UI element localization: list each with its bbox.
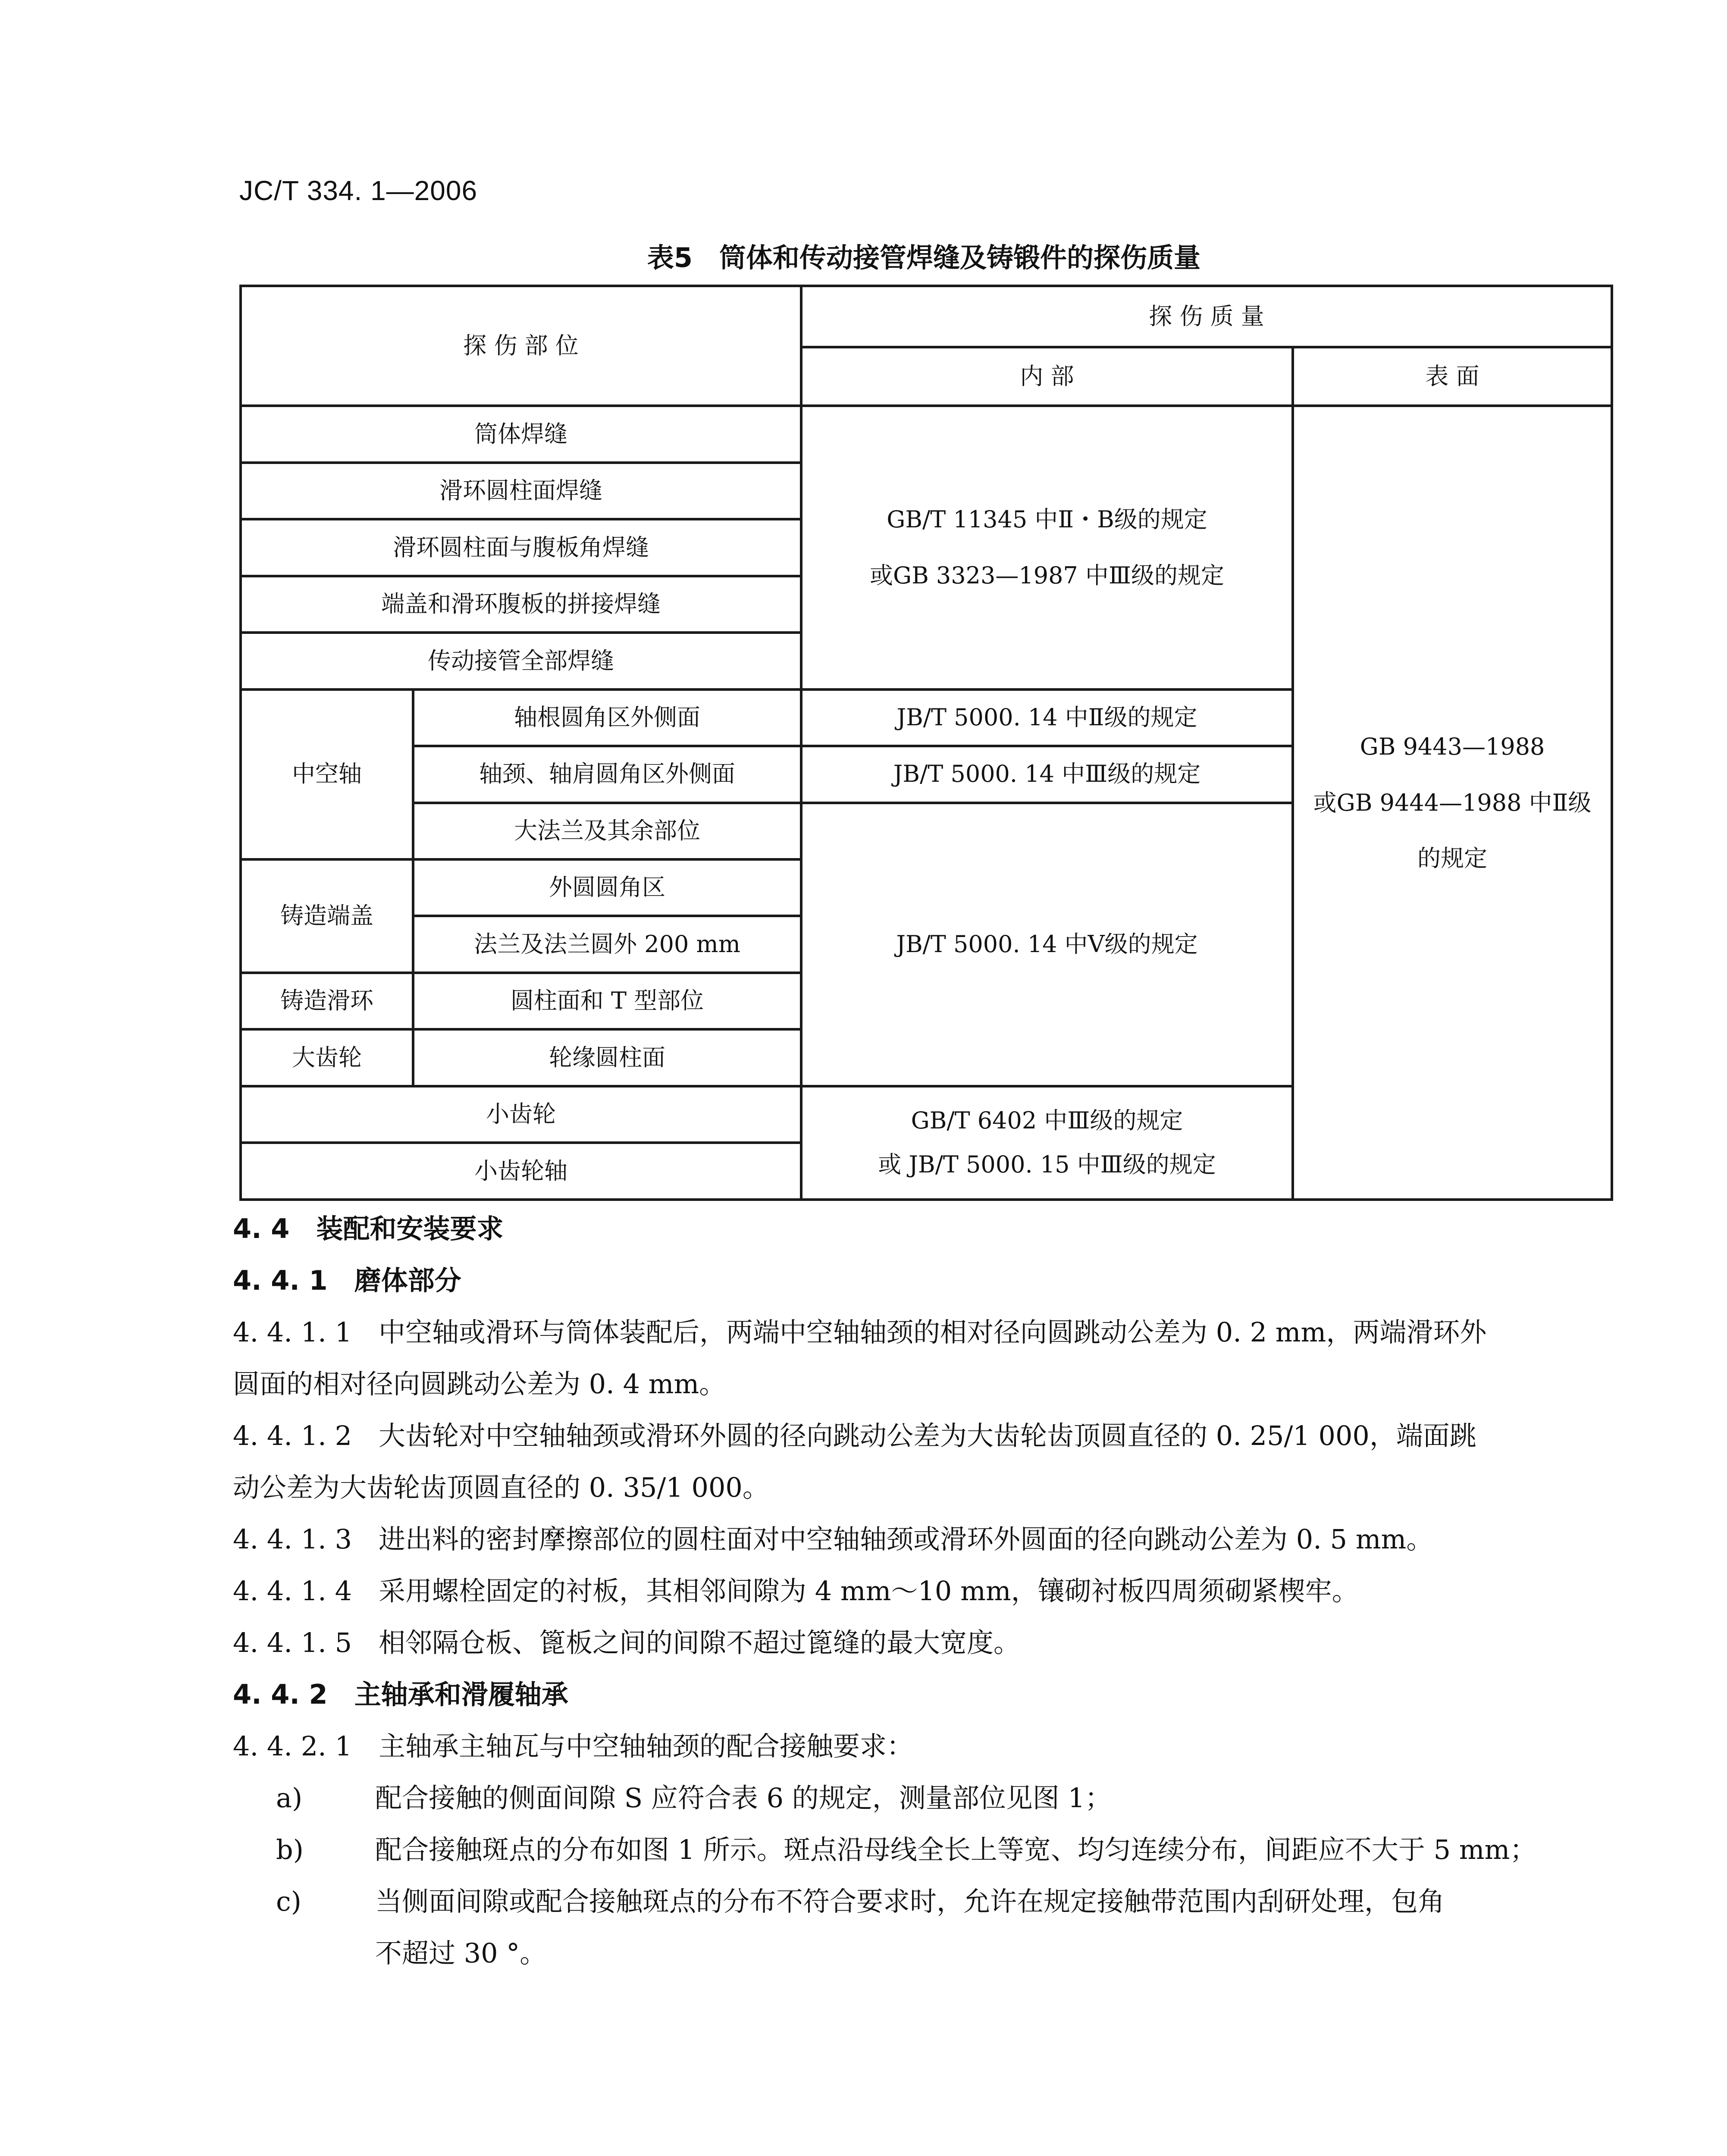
row-drive-pipe-weld: 传动接管全部焊缝 [241,633,801,689]
para-4-4-1-4: 4. 4. 1. 4 采用螺栓固定的衬板，其相邻间隙为 4 mm～10 mm，镶砌衬板四周须砌紧楔牢。 [233,1575,1359,1607]
row-end-cover-butt-weld: 端盖和滑环腹板的拼接焊缝 [241,576,801,633]
header-inspection-quality: 探 伤 质 量 [801,286,1612,347]
internal-weld-spec: GB/T 11345 中Ⅱ・B级的规定 或GB 3323—1987 中Ⅲ级的规定 [801,406,1293,689]
internal-hs1-spec: JB/T 5000. 14 中Ⅱ级的规定 [801,689,1293,746]
row-shell-weld: 筒体焊缝 [241,406,801,462]
body-text [233,1203,1630,1979]
row-journal-shoulder-fillet: 轴颈、轴肩圆角区外侧面 [413,746,801,802]
list-item-a: a) 配合接触的侧面间隙 S 应符合表 6 的规定，测量部位见图 1； [276,1782,1112,1814]
inspection-quality-table [239,285,1613,1201]
header-surface: 表 面 [1293,347,1612,406]
row-flange-200mm: 法兰及法兰圆外 200 mm [413,916,801,972]
document-id: JC/T 334. 1—2006 [239,175,478,206]
heading-4-4: 4. 4 装配和安装要求 [233,1213,504,1244]
para-4-4-1-5: 4. 4. 1. 5 相邻隔仓板、篦板之间的间隙不超过篦缝的最大宽度。 [233,1627,1021,1658]
row-pinion: 小齿轮 [241,1086,801,1143]
header-internal: 内 部 [801,347,1293,406]
para-4-4-1-1: 4. 4. 1. 1 中空轴或滑环与筒体装配后，两端中空轴轴颈的相对径向圆跳动公差为 0. 2 mm，两端滑环外 圆面的相对径向圆跳动公差为 0. 4 mm。 [233,1316,1487,1400]
row-group-hollow-shaft: 中空轴 [241,689,413,859]
heading-4-4-2: 4. 4. 2 主轴承和滑履轴承 [233,1679,568,1710]
surface-spec: GB 9443—1988 或GB 9444—1988 中Ⅱ级 的规定 [1293,406,1612,1200]
internal-pinion-spec: GB/T 6402 中Ⅲ级的规定 或 JB/T 5000. 15 中Ⅲ级的规定 [801,1086,1293,1200]
header-inspection-part: 探 伤 部 位 [241,286,801,406]
internal-cast-spec: JB/T 5000. 14 中Ⅴ级的规定 [801,803,1293,1086]
table-caption: 表5 筒体和传动接管焊缝及铸锻件的探伤质量 [647,242,1201,273]
row-group-cast-ring: 铸造滑环 [241,973,413,1029]
row-cylinder-t-section: 圆柱面和 T 型部位 [413,973,801,1029]
list-item-c: c) 当侧面间隙或配合接触斑点的分布不符合要求时，允许在规定接触带范围内刮研处理，包角 不超过 30 °。 [276,1886,1445,1969]
row-rim-cylinder: 轮缘圆柱面 [413,1029,801,1086]
row-pinion-shaft: 小齿轮轴 [241,1143,801,1200]
row-slip-ring-fillet-weld: 滑环圆柱面与腹板角焊缝 [241,519,801,576]
row-slip-ring-weld: 滑环圆柱面焊缝 [241,463,801,519]
row-group-large-gear: 大齿轮 [241,1029,413,1086]
row-shaft-root-fillet: 轴根圆角区外侧面 [413,689,801,746]
heading-4-4-1: 4. 4. 1 磨体部分 [233,1265,461,1296]
row-group-cast-cover: 铸造端盖 [241,859,413,973]
row-outer-fillet: 外圆圆角区 [413,859,801,916]
row-large-flange: 大法兰及其余部位 [413,803,801,859]
list-item-b: b) 配合接触斑点的分布如图 1 所示。斑点沿母线全长上等宽、均匀连续分布，间距应不大于 5 mm； [276,1834,1537,1865]
para-4-4-2-1: 4. 4. 2. 1 主轴承主轴瓦与中空轴轴颈的配合接触要求： [233,1730,914,1762]
para-4-4-1-3: 4. 4. 1. 3 进出料的密封摩擦部位的圆柱面对中空轴轴颈或滑环外圆面的径向跳动公差为 0. 5 mm。 [233,1523,1433,1555]
para-4-4-1-2: 4. 4. 1. 2 大齿轮对中空轴轴颈或滑环外圆的径向跳动公差为大齿轮齿顶圆直径的 0. 25/1 000，端面跳 动公差为大齿轮齿顶圆直径的 0. 35/1 000。 [233,1420,1476,1503]
internal-hs2-spec: JB/T 5000. 14 中Ⅲ级的规定 [801,746,1293,802]
